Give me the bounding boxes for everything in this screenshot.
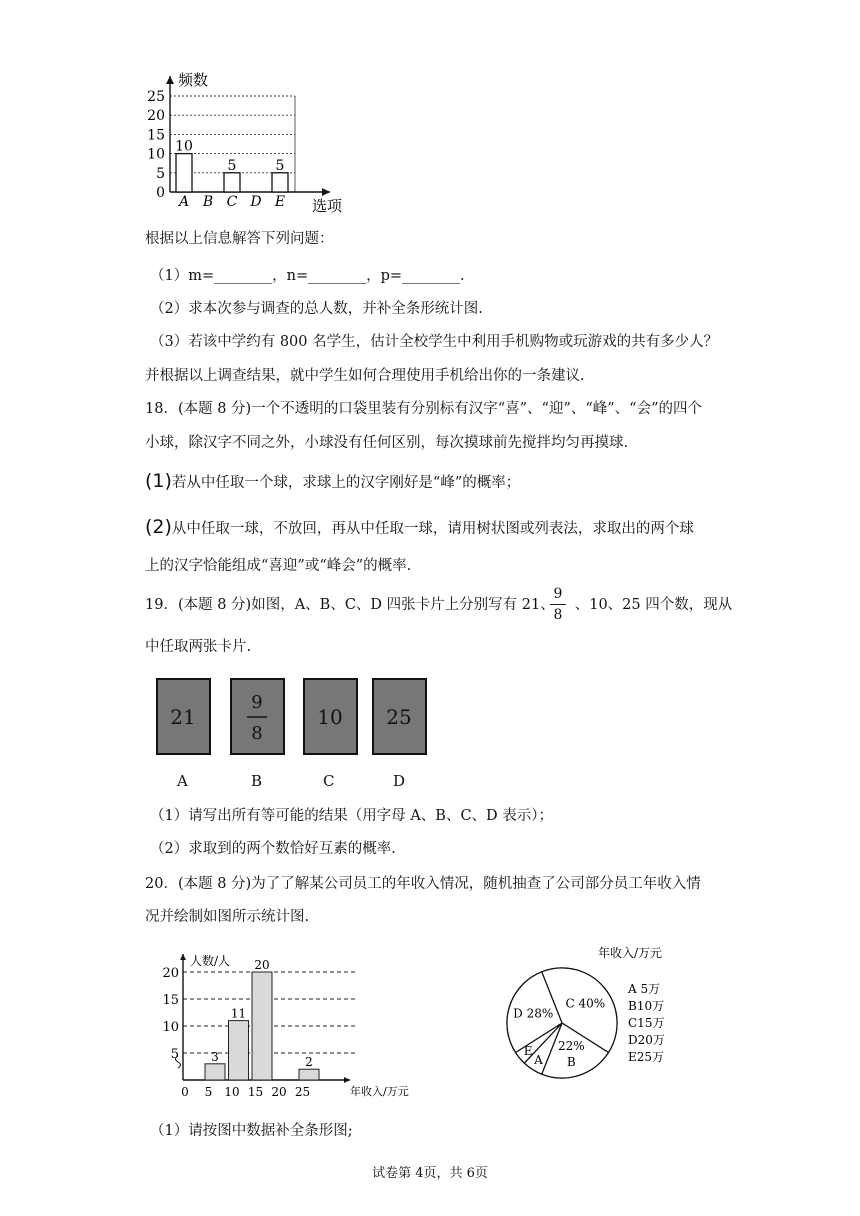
q17-part2: （2）求本次参与调查的总人数，并补全条形统计图.: [150, 301, 483, 317]
data-label: 5: [275, 157, 285, 174]
x-axis-label: 年收入/万元: [350, 1085, 409, 1098]
card-a-value: 21: [170, 705, 196, 729]
q18-part2-text: 从中任取一球，不放回，再从中任取一球，请用树状图或列表法，求取出的两个球: [171, 521, 694, 537]
bar: [272, 173, 288, 192]
bar: [252, 972, 272, 1080]
x-tick-label: E: [274, 194, 286, 210]
slice-label: D 28%: [513, 1006, 554, 1021]
income-bar-chart: [150, 942, 420, 1102]
card-d-letter: D: [393, 772, 406, 790]
slice-label: A: [534, 1053, 543, 1068]
card-a-letter: A: [177, 772, 188, 790]
y-tick-label: 10: [147, 146, 165, 163]
card-a: [157, 679, 210, 754]
x-axis-arrow: [322, 188, 330, 196]
slice-label: C 40%: [565, 996, 606, 1011]
y-tick-label: 20: [147, 108, 165, 125]
q17-part1: （1）m=________，n=________，p=________.: [150, 268, 465, 284]
bar: [176, 154, 192, 192]
q18-part2: [145, 517, 694, 539]
bar: [224, 173, 240, 192]
card-d: [373, 679, 426, 754]
q19-fraction-denominator: 8: [553, 607, 563, 623]
intro-text: 根据以上信息解答下列问题：: [145, 231, 334, 247]
data-label: 3: [211, 1049, 219, 1064]
slice-label: E: [523, 1044, 533, 1059]
data-label: 11: [230, 1006, 247, 1021]
q20-stem-continued: 况并绘制如图所示统计图.: [145, 909, 310, 925]
legend-entry: C15万: [628, 1016, 665, 1030]
x-tick-label: 15: [247, 1085, 264, 1099]
x-tick-label: 25: [294, 1085, 311, 1099]
legend-entry: D20万: [628, 1033, 665, 1047]
x-axis-label: 选项: [312, 197, 343, 215]
card-d-value: 25: [386, 705, 412, 729]
q19-fraction: [550, 586, 566, 623]
x-tick-label: A: [178, 194, 190, 210]
q18-part2-number: (2): [145, 516, 172, 538]
y-axis-arrow: [180, 954, 186, 960]
frequency-bar-chart: [140, 68, 360, 218]
y-tick-label: 10: [162, 1020, 179, 1035]
q19-stem-prefix: 19．(本题 8 分)如图，A、B、C、D 四张卡片上分别写有 21、: [145, 597, 555, 613]
x-tick-label: 5: [204, 1085, 213, 1099]
card-c: [304, 679, 357, 754]
q20-part1: （1）请按图中数据补全条形图;: [150, 1123, 353, 1139]
legend-entry: A 5万: [628, 982, 661, 996]
y-tick-label: 25: [147, 89, 165, 105]
y-tick-label: 20: [162, 966, 179, 981]
q18-stem-continued: 小球，除汉字不同之外，小球没有任何区别，每次摸球前先搅拌均匀再摸球.: [145, 435, 629, 451]
legend-entry: B10万: [628, 999, 665, 1013]
number-cards: [150, 672, 430, 762]
card-b-denominator: 8: [251, 723, 263, 744]
q18-part1-text: 若从中任取一个球，求球上的汉字刚好是“峰”的概率；: [171, 475, 521, 491]
q18-part1-number: (1): [145, 470, 172, 492]
x-tick-label: 10: [224, 1085, 240, 1099]
data-label: 20: [254, 958, 270, 972]
q18-part1: [145, 471, 520, 493]
legend-entry: E25万: [628, 1050, 665, 1064]
q20-stem: 20．(本题 8 分)为了了解某公司员工的年收入情况，随机抽查了公司部分员工年收入情: [145, 876, 701, 892]
q19-stem: [145, 595, 732, 615]
pie-title: 年收入/万元: [598, 946, 663, 960]
x-axis-arrow: [344, 1077, 350, 1083]
q18-stem: 18．(本题 8 分)一个不透明的口袋里装有分别标有汉字“喜”、“迎”、“峰”、“会”的四个: [145, 401, 703, 417]
y-axis-label: 频数: [178, 71, 209, 89]
card-b: [231, 679, 284, 754]
q19-stem-continued: 中任取两张卡片.: [145, 639, 252, 655]
y-tick-label: 0: [156, 185, 165, 201]
q19-part1: （1）请写出所有等可能的结果（用字母 A、B、C、D 表示）；: [150, 808, 554, 824]
data-label: 2: [305, 1055, 313, 1070]
card-b-numerator: 9: [251, 692, 263, 713]
x-tick-label: B: [202, 194, 214, 210]
bar: [229, 1021, 249, 1080]
y-tick-label: 15: [162, 993, 179, 1008]
q19-fraction-numerator: 9: [553, 586, 563, 602]
slice-percent: 22%: [558, 1038, 585, 1053]
q17-part3-continued: 并根据以上调查结果，就中学生如何合理使用手机给出你的一条建议.: [145, 368, 585, 384]
y-axis-label: 人数/人: [190, 954, 231, 968]
y-tick-label: 5: [156, 165, 165, 182]
card-b-letter: B: [251, 772, 263, 790]
x-tick-label: C: [226, 194, 238, 210]
bar: [205, 1064, 225, 1080]
x-tick-label: 0: [181, 1085, 189, 1099]
x-tick-label: 20: [271, 1085, 287, 1099]
q19-stem-suffix: 、10、25 四个数，现从: [574, 597, 733, 613]
q17-part3: （3）若该中学约有 800 名学生，估计全校学生中利用手机购物或玩游戏的共有多少人？: [150, 334, 719, 350]
q18-part2-continued: 上的汉字恰能组成“喜迎”或“峰会”的概率.: [145, 558, 412, 574]
slice-label: B: [566, 1054, 576, 1069]
income-pie-chart: [500, 940, 700, 1090]
q19-part2: （2）求取到的两个数恰好互素的概率.: [150, 841, 396, 857]
data-label: 5: [227, 157, 237, 174]
data-label: 10: [175, 138, 193, 155]
y-tick-label: 15: [147, 127, 165, 144]
card-c-letter: C: [323, 772, 335, 790]
x-tick-label: D: [250, 194, 262, 210]
page-footer: 试卷第 4页，共 6页: [372, 1166, 488, 1181]
y-tick-label: 5: [170, 1047, 179, 1062]
card-c-value: 10: [317, 705, 343, 729]
y-axis-arrow: [166, 76, 174, 84]
bar: [299, 1069, 319, 1080]
